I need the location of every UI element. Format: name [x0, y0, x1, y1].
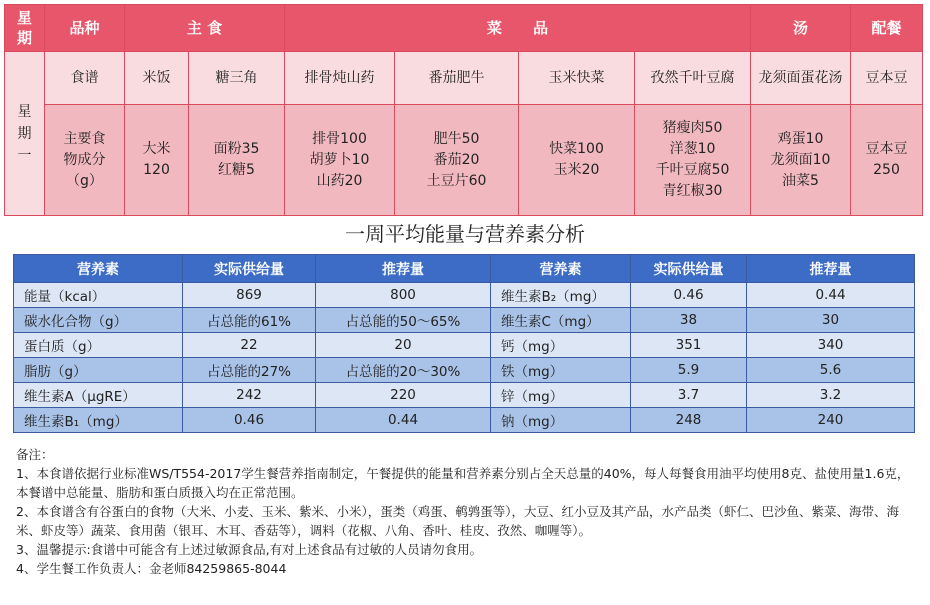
actual-value: 351 [631, 333, 747, 358]
ingredients-noodle-soup: 鸡蛋10 龙须面10 油菜5 [751, 105, 851, 216]
table-row [14, 308, 915, 333]
nutrient-name: 维生素A（μgRE） [14, 383, 183, 408]
nutrition-table [13, 254, 915, 433]
actual-value: 占总能的61% [183, 308, 316, 333]
actual-value: 38 [631, 308, 747, 333]
nutrient-name: 碳水化合物（g） [14, 308, 183, 333]
nutrient-name: 维生素B₁（mg） [14, 408, 183, 433]
nutrient-name: 脂肪（g） [14, 358, 183, 383]
col-recommended-left: 推荐量 [316, 255, 491, 283]
dish-rice: 米饭 [125, 52, 189, 105]
menu-table [4, 4, 923, 216]
recommended-value: 340 [747, 333, 915, 358]
note-item: 3、温馨提示:食谱中可能含有上述过敏源食品,有对上述食品有过敏的人员请勿食用。 [16, 542, 483, 557]
table-row [14, 283, 915, 308]
table-row [14, 408, 915, 433]
table-row [14, 383, 915, 408]
actual-value: 242 [183, 383, 316, 408]
dish-soy-milk: 豆本豆 [851, 52, 923, 105]
recommended-value: 800 [316, 283, 491, 308]
staple-header: 主 食 [125, 5, 285, 52]
col-nutrient-right: 营养素 [491, 255, 631, 283]
actual-value: 22 [183, 333, 316, 358]
day-cell: 星期一 [5, 52, 45, 216]
col-actual-right: 实际供给量 [631, 255, 747, 283]
table-row [14, 358, 915, 383]
dish-row-label: 食谱 [45, 52, 125, 105]
recommended-value: 220 [316, 383, 491, 408]
nutrient-name: 锌（mg） [491, 383, 631, 408]
ingredients-rice: 大米 120 [125, 105, 189, 216]
menu-header-row [5, 5, 923, 52]
note-item: 1、本食谱依据行业标准WS/T554-2017学生餐营养指南制定，午餐提供的能量和营养素分别占全天总量的40%，每人每餐食用油平均使用8克、盐使用量1.6克，本餐谱中总能量、脂肪和蛋白质摄入均在正常范围。 [16, 466, 910, 500]
actual-value: 248 [631, 408, 747, 433]
recommended-value: 占总能的20～30% [316, 358, 491, 383]
notes-heading: 备注： [16, 447, 54, 462]
col-nutrient-left: 营养素 [14, 255, 183, 283]
nutrient-name: 维生素B₂（mg） [491, 283, 631, 308]
dish-tomato-beef: 番茄肥牛 [395, 52, 519, 105]
notes-section [16, 445, 921, 578]
recommended-value: 3.2 [747, 383, 915, 408]
col-recommended-right: 推荐量 [747, 255, 915, 283]
ingredients-corn-greens: 快菜100 玉米20 [519, 105, 635, 216]
weekday-header: 星期 [5, 5, 45, 52]
ingredients-tomato-beef: 肥牛50 番茄20 土豆片60 [395, 105, 519, 216]
ingredient-row-label: 主要食 物成分 （g） [45, 105, 125, 216]
dishes-header: 菜 品 [285, 5, 751, 52]
actual-value: 5.9 [631, 358, 747, 383]
soup-header: 汤 [751, 5, 851, 52]
col-actual-left: 实际供给量 [183, 255, 316, 283]
nutrient-name: 铁（mg） [491, 358, 631, 383]
nutrition-header-row [14, 255, 915, 283]
dish-noodle-soup: 龙须面蛋花汤 [751, 52, 851, 105]
recommended-value: 240 [747, 408, 915, 433]
nutrient-name: 蛋白质（g） [14, 333, 183, 358]
ingredients-soy-milk: 豆本豆 250 [851, 105, 923, 216]
dish-ribs-yam: 排骨炖山药 [285, 52, 395, 105]
actual-value: 占总能的27% [183, 358, 316, 383]
nutrient-name: 钠（mg） [491, 408, 631, 433]
recommended-value: 5.6 [747, 358, 915, 383]
recommended-value: 30 [747, 308, 915, 333]
actual-value: 0.46 [631, 283, 747, 308]
recommended-value: 0.44 [316, 408, 491, 433]
recommended-value: 0.44 [747, 283, 915, 308]
table-row [14, 333, 915, 358]
actual-value: 869 [183, 283, 316, 308]
dish-row [5, 52, 923, 105]
nutrient-name: 钙（mg） [491, 333, 631, 358]
ingredients-sugar-bun: 面粉35 红糖5 [189, 105, 285, 216]
dish-cumin-tofu: 孜然千叶豆腐 [635, 52, 751, 105]
note-item: 4、学生餐工作负责人：金老师84259865-8044 [16, 561, 287, 576]
ingredients-cumin-tofu: 猪瘦肉50 洋葱10 千叶豆腐50 青红椒30 [635, 105, 751, 216]
category-header: 品种 [45, 5, 125, 52]
actual-value: 0.46 [183, 408, 316, 433]
ingredient-row [5, 105, 923, 216]
actual-value: 3.7 [631, 383, 747, 408]
nutrient-name: 能量（kcal） [14, 283, 183, 308]
section-title: 一周平均能量与营养素分析 [345, 222, 585, 246]
ingredients-ribs-yam: 排骨100 胡萝卜10 山药20 [285, 105, 395, 216]
nutrient-name: 维生素C（mg） [491, 308, 631, 333]
dish-sugar-bun: 糖三角 [189, 52, 285, 105]
recommended-value: 20 [316, 333, 491, 358]
dish-corn-greens: 玉米快菜 [519, 52, 635, 105]
recommended-value: 占总能的50～65% [316, 308, 491, 333]
side-header: 配餐 [851, 5, 923, 52]
note-item: 2、本食谱含有谷蛋白的食物（大米、小麦、玉米、紫米、小米），蛋类（鸡蛋、鹌鹑蛋等），大豆、红小豆及其产品，水产品类（虾仁、巴沙鱼、紫菜、海带、海米、虾皮等）蔬菜、食用菌（银耳、木耳、香菇等），调料（花椒、八角、香叶、桂皮、孜然、咖喱等）。 [16, 504, 899, 538]
